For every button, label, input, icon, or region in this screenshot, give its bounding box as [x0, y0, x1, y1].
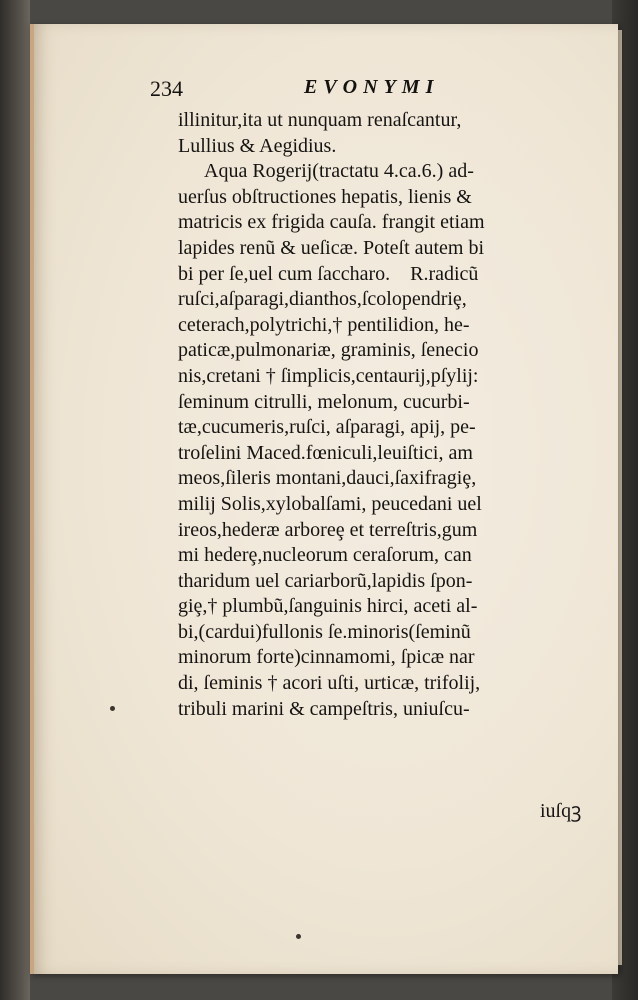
text-line: lapides renũ & ueſicæ. Poteſt autem bi [178, 236, 485, 259]
text-line: tribuli marini & campeſtris, uniuſcu- [178, 697, 470, 720]
text-line: nis,cretani † ſimplicis,centaurij,pſylij: [178, 364, 479, 387]
page-number: 234 [150, 76, 183, 101]
text-line: ceterach,polytrichi,† pentilidion, he- [178, 313, 470, 336]
text-line: paticæ,pulmonariæ, graminis, ſenecio [178, 339, 479, 362]
text-line: ſeminum citrulli, melonum, cucurbi- [178, 390, 470, 413]
text-line: tæ,cucumeris,ruſci, aſparagi, apij, pe- [178, 416, 476, 439]
text-line: milij Solis,xylobalſami, peucedani uel [178, 492, 482, 515]
signature-dot [296, 934, 301, 939]
paragraph-start-line: Aqua Rogerij(tractatu 4.ca.6.) ad- [204, 160, 474, 183]
text-line: ruſci,aſparagi,dianthos,ſcolopendriȩ, [178, 288, 467, 311]
page-header [150, 76, 480, 106]
text-line: troſelini Maced.fœniculi,leuiſtici, am [178, 441, 473, 464]
text-line: ireos,hederæ arboreȩ et terreſtris,gum [178, 518, 478, 541]
text-block [178, 108, 598, 722]
running-head: EVONYMI [304, 76, 440, 98]
catchword: iuſqꝫ [540, 800, 582, 822]
text-line: di, ſeminis † acori uſti, urticæ, trifolij, [178, 672, 481, 695]
text-line: matricis ex frigida cauſa. frangit etiam [178, 211, 485, 234]
text-line: mi hederȩ,nucleorum ceraſorum, can [178, 544, 472, 567]
text-line: giȩ,† plumbũ,ſanguinis hirci, aceti al- [178, 595, 478, 618]
text-line: bi per ſe,uel cum ſaccharo. R.radicũ [178, 262, 479, 285]
text-line: bi,(cardui)fullonis ſe.minoris(ſeminũ [178, 620, 471, 643]
text-line: illinitur,ita ut nunquam renaſcantur, [178, 109, 462, 131]
text-line: tharidum uel cariarborũ,lapidis ſpon- [178, 569, 473, 592]
text-line: meos,ſileris montani,dauci,ſaxifragiȩ, [178, 467, 477, 490]
margin-dot [110, 706, 115, 711]
text-line: minorum forte)cinnamomi, ſpicæ nar [178, 646, 475, 669]
background-left [0, 0, 30, 1000]
text-line: uerſus obſtructiones hepatis, lienis & [178, 185, 472, 208]
text-line: Lullius & Aegidius. [178, 134, 337, 157]
